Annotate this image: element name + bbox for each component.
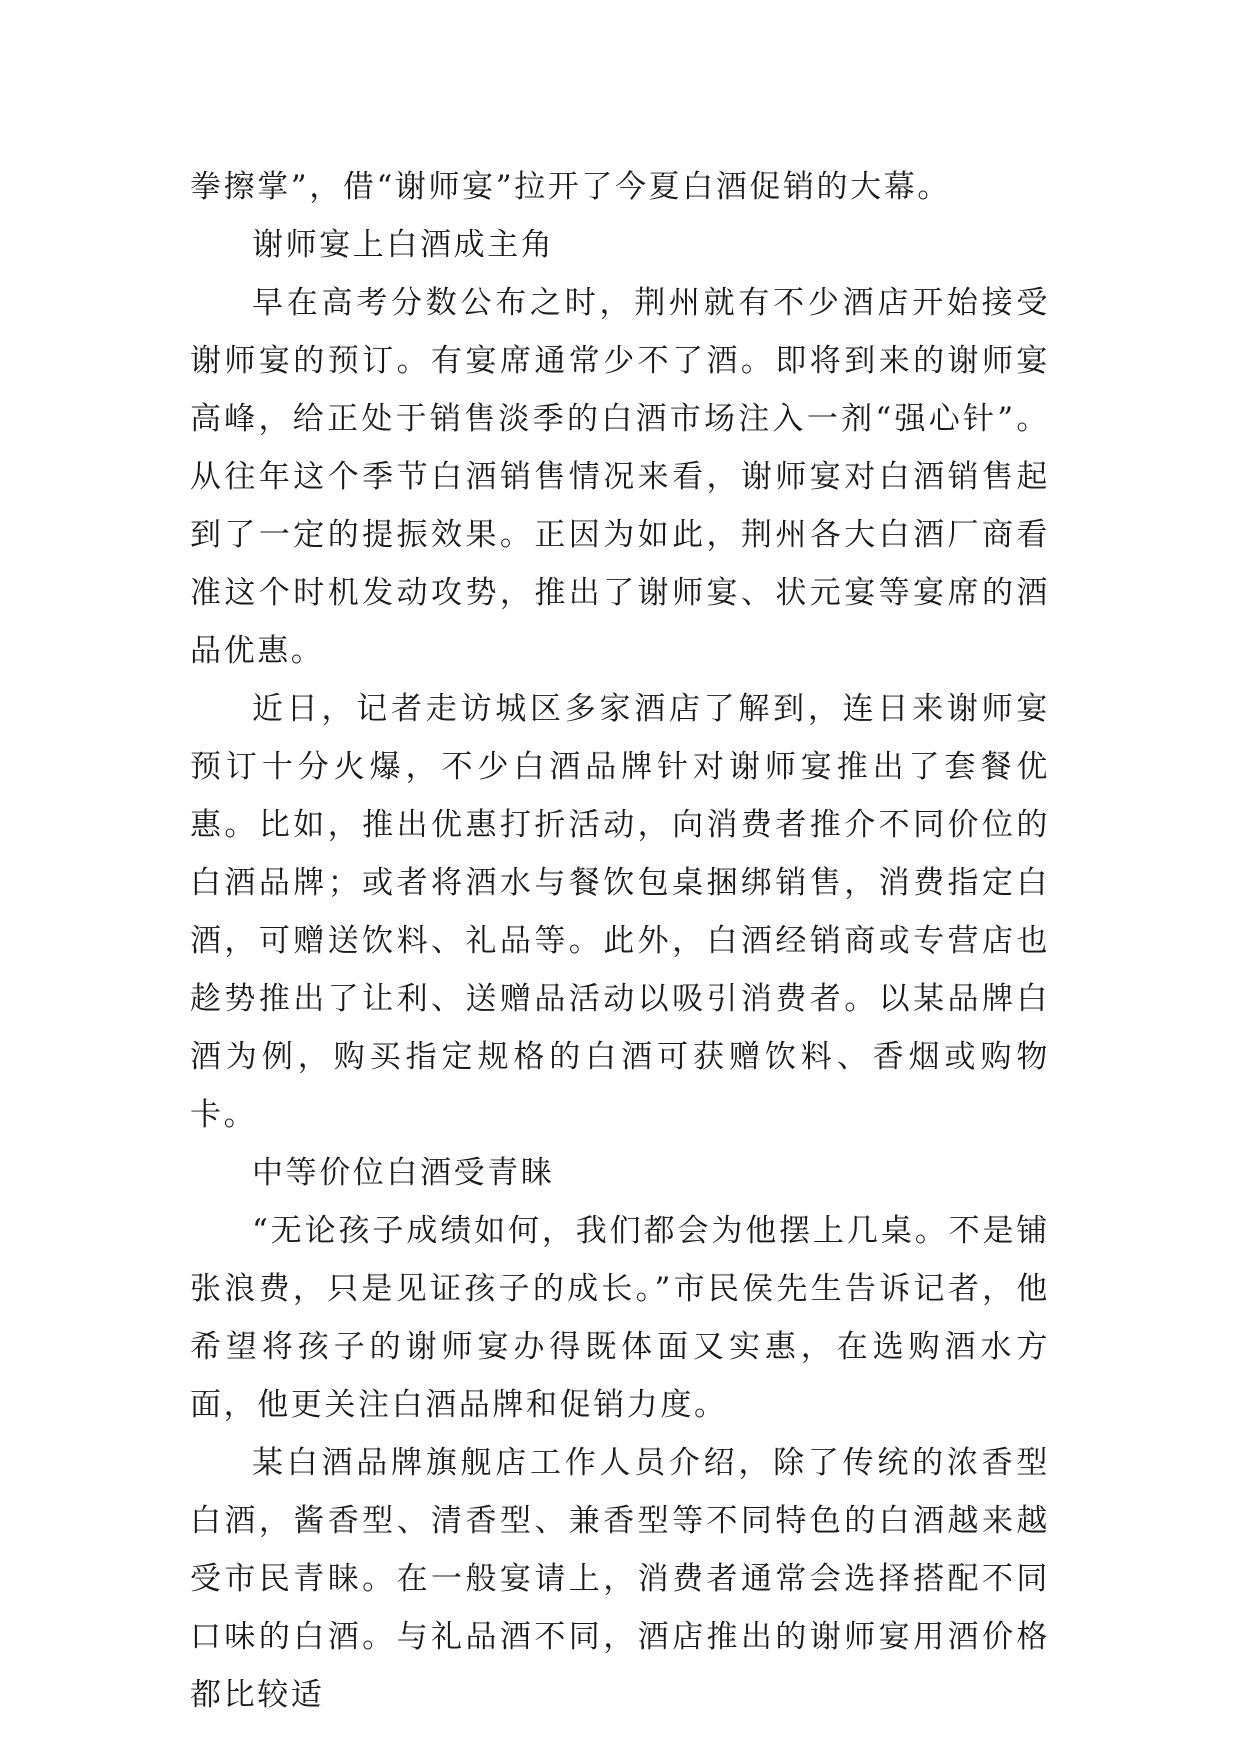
section-heading-mid-price: 中等价位白酒受青睐 (252, 1155, 555, 1191)
paragraph-promotions: 近日，记者走访城区多家酒店了解到，连日来谢师宴预订十分火爆，不少白酒品牌针对谢师宴推出了套餐优惠。比如，推出优惠打折活动，向消费者推介不同价位的白酒品牌；或者将酒水与餐饮包桌捆绑销售，消费指定白酒，可赠送饮料、礼品等。此外，白酒经销商或专营店也趁势推出了让利、送赠品活动以吸引消费者。以某品牌白酒为例，购买指定规格的白酒可获赠饮料、香烟或购物卡。 (190, 691, 1050, 1133)
paragraph-flagship-store: 某白酒品牌旗舰店工作人员介绍，除了传统的浓香型白酒，酱香型、清香型、兼香型等不同特色的白酒越来越受市民青睐。在一般宴请上，消费者通常会选择搭配不同口味的白酒。与礼品酒不同，酒店推出的谢师宴用酒价格都比较适 (190, 1445, 1050, 1713)
paragraph-citizen-quote: “无论孩子成绩如何，我们都会为他摆上几桌。不是铺张浪费，只是见证孩子的成长。”市民侯先生告诉记者，他希望将孩子的谢师宴办得既体面又实惠，在选购酒水方面，他更关注白酒品牌和促销力度。 (190, 1213, 1050, 1423)
paragraph-reservations: 早在高考分数公布之时，荆州就有不少酒店开始接受谢师宴的预订。有宴席通常少不了酒。即将到来的谢师宴高峰，给正处于销售淡季的白酒市场注入一剂“强心针”。从往年这个季节白酒销售情况来看，谢师宴对白酒销售起到了一定的提振效果。正因为如此，荆州各大白酒厂商看准这个时机发动攻势，推出了谢师宴、状元宴等宴席的酒品优惠。 (190, 285, 1050, 669)
article-body (190, 158, 1050, 1724)
section-heading-main-role: 谢师宴上白酒成主角 (252, 227, 555, 263)
paragraph-continuation: 拳擦掌”，借“谢师宴”拉开了今夏白酒促销的大幕。 (190, 169, 951, 205)
